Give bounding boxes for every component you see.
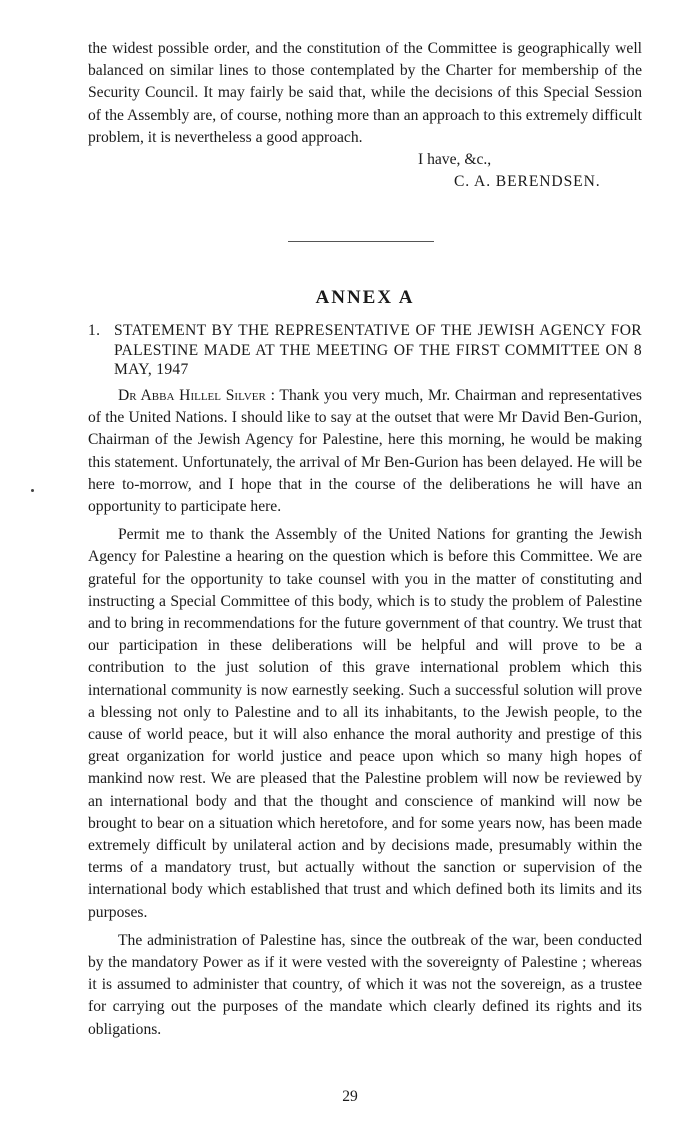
- margin-mark: [31, 489, 34, 492]
- statement-heading-number: 1.: [88, 322, 101, 340]
- paragraph-2: Permit me to thank the Assembly of the United Nations for granting the Jewish Agency for Palestine a hearing on the question which is before this Committee. We are grateful for the opportunity to take counsel with you in the matter of constituting and instructing a Special Committee of this body, which is to study the problem of Palestine and to bring in recommendations for the future government of that country. We trust that our participation in these deliberations will be helpful and will prove to be a contribution to the just solution of this grave international problem which this international community is now earnestly seeking. Such a successful solution will prove a blessing not only to Palestine and to all its inhabitants, to the Jewish people, to the cause of world peace, but it will also enhance the moral authority and prestige of this great organization for world justice and peace upon which so many high hopes of mankind now rest. We are pleased that the Palestine problem will now be reviewed by an international body and that the thought and conscience of mankind will now be brought to bear on a situation which heretofore, and for some years now, has been made extremely difficult by unilateral action and by decisions made, presumably within the terms of a mandatory trust, but actually without the sanction or supervision of the international body which established that trust and which defined both its limits and its purposes.: [88, 526, 642, 921]
- letter-closing: I have, &c.,: [418, 151, 492, 169]
- continuation-paragraph: the widest possible order, and the constitution of the Committee is geographically well balanced on similar lines to those contemplated by the Charter for membership of the Security Council. It may fairly be said that, while the decisions of this Special Session of the Assembly are, of course, nothing more than an approach to this extremely difficult problem, it is nevertheless a good approach.: [88, 40, 643, 146]
- statement-heading: [88, 321, 642, 380]
- speaker-name: Dr Abba Hillel Silver :: [118, 386, 275, 404]
- annex-title: ANNEX A: [315, 287, 415, 309]
- letter-signature: C. A. BERENDSEN.: [454, 173, 601, 191]
- statement-heading-text: STATEMENT BY THE REPRESENTATIVE OF THE JEWISH AGENCY FOR PALESTINE MADE AT THE MEETING OF THE FIRST COMMITTEE ON 8 MAY, 1947: [114, 322, 642, 379]
- section-divider: [288, 241, 434, 242]
- paragraph-1-text: Thank you very much, Mr. Chairman and representatives of the United Nations. I should like to say at the outset that were Mr David Ben-Gurion, Chairman of the Jewish Agency for Palestine, here this morning, he would be making this statement. Unfortunately, the arrival of Mr Ben-Gurion has been delayed. He will be here to-morrow, and I hope that in the course of the deliberations he will have an opportunity to participate here.: [88, 386, 642, 515]
- paragraph-3: The administration of Palestine has, since the outbreak of the war, been conducted by the mandatory Power as if it were vested with the sovereignty of Palestine ; whereas it is assumed to administer that country, of which it was not the sovereign, as a trustee for carrying out the purposes of the mandate which clearly defined its rights and its obligations.: [88, 931, 642, 1038]
- paragraph-1: [88, 385, 642, 518]
- page-number: 29: [342, 1088, 358, 1105]
